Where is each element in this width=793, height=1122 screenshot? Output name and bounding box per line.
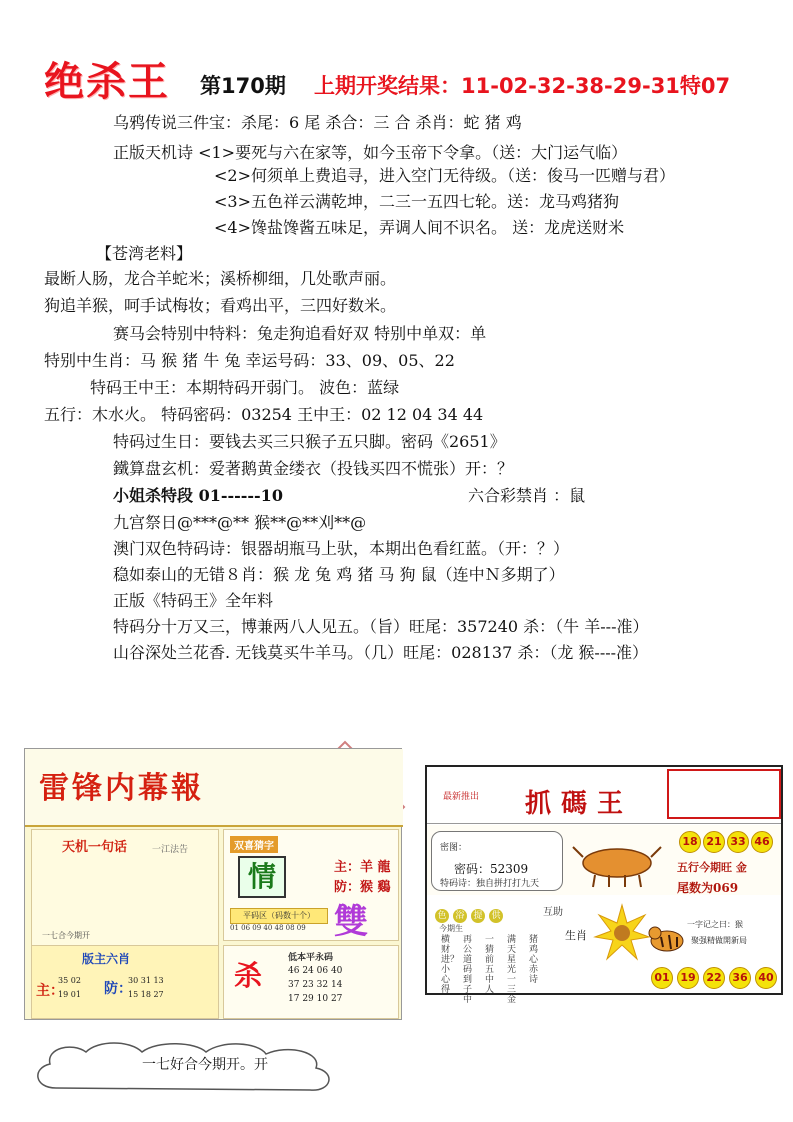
line-tema-1: 特码分十万又三，博兼两八人见五。（旨）旺尾：357240 杀：（牛 羊---准）: [113, 617, 649, 636]
section-taiwan: 【苍湾老料】: [96, 244, 193, 263]
qingqing-shuang: 雙: [334, 902, 368, 942]
zhuama-shengxiao: 生肖: [565, 929, 587, 942]
zhuama-new-label: 最新推出: [443, 792, 480, 802]
dudu-row: 37 23 32 14: [288, 980, 343, 990]
zhuama-zuhe: 聚强精做開新局: [691, 936, 747, 945]
line-tianji-1: 正版天机诗 <1>要死与六在家等，如今玉帝下令拿。（送：大门运气临）: [113, 143, 628, 162]
line-aomen: 澳门双色特码诗：银器胡瓶马上驮，本期出色看红蓝。（开：？）: [113, 539, 570, 558]
banzhu-heading: 版主六肖: [82, 952, 131, 966]
tag: 供: [489, 909, 503, 923]
dudu-box: [223, 945, 399, 1019]
banzhu-n2: 19 01: [58, 990, 81, 999]
ox-illustration-icon: [567, 829, 667, 891]
line-wuxing: 五行：木水火。 特码密码：03254 王中王：02 12 04 34 44: [44, 405, 484, 424]
qingqing-bar: 平码区（码数十个）: [230, 908, 328, 924]
line-zhengban: 正版《特码王》全年料: [113, 591, 274, 610]
zhuama-yizi: 一字记之曰：猴: [687, 920, 743, 929]
line-suanpan: 鐵算盘玄机：爱著鹅黄金缕衣（投钱买四不慌张）开：？: [113, 459, 514, 478]
bottom-ball: 40: [755, 967, 777, 989]
tag-end: 互助: [543, 907, 563, 918]
top-ball: 18: [679, 831, 701, 853]
zhuama-columns: [441, 935, 581, 1005]
column-text: 一猜前五中人: [485, 935, 495, 995]
line-tianji-2: <2>何须单上费追寻，进入空门无待级。（送：俊马一匹赠与君）: [214, 166, 675, 185]
top-ball: 46: [751, 831, 773, 853]
banzhu-zhu: 主：: [36, 983, 64, 999]
line-shengxiao: 特别中生肖：马 猴 猪 牛 兔 幸运号码：33、09、05、22: [44, 351, 455, 370]
zhuama-title: 抓碼王: [525, 789, 634, 819]
line-xiaojie: 小姐杀特段 01------10: [113, 486, 283, 505]
dudu-row: 46 24 06 40: [288, 966, 343, 976]
line-jiugong: 九宫祭日@***@** 猴**@**刈**@: [113, 513, 367, 532]
zhuama-red-box: [667, 769, 781, 819]
tag: 色: [435, 909, 449, 923]
tianji-sub: 一江法告: [152, 845, 189, 855]
zhuama-bubble: [431, 831, 563, 891]
banzhu-n3: 30 31 13: [128, 976, 164, 985]
zhuama-weishu: 尾数为069: [677, 881, 739, 895]
last-result: 上期开奖结果：11-02-32-38-29-31特07: [314, 74, 731, 98]
line-shengri: 特码过生日：要钱去买三只猴子五只脚。密码《2651》: [113, 432, 506, 451]
bottom-ball: 22: [703, 967, 725, 989]
column-text: 横财进？小心得: [441, 935, 460, 995]
leifeng-header: [25, 749, 403, 827]
line-poem-1: 最断人肠，龙合羊蛇米；溪桥柳细，几处歌声丽。: [44, 269, 397, 288]
line-saimahui: 赛马会特别中特料：兔走狗追看好双 特别中单双：单: [113, 324, 487, 343]
dudu-row: 17 29 10 27: [288, 994, 343, 1004]
zhuama-today: 今期生: [439, 924, 463, 933]
tag: 浴: [453, 909, 467, 923]
page-title: 绝杀王: [44, 59, 170, 105]
top-ball: 21: [703, 831, 725, 853]
tag: 提: [471, 909, 485, 923]
line-jinxiao: 六合彩禁肖 ：鼠: [468, 486, 586, 505]
starburst-icon: [595, 905, 649, 959]
banzhu-n1: 35 02: [58, 976, 81, 985]
zhuama-header: [427, 767, 781, 824]
tiger-icon: [647, 917, 687, 957]
line-poem-2: 狗追羊猴，呵手试梅妆；看鸡出平，三四好数米。: [44, 296, 397, 315]
bubble-mima: 密码：52309: [454, 862, 529, 876]
line-wenru: 稳如泰山的无错８肖：猴 龙 兔 鸡 猪 马 狗 鼠（连中Ｎ多期了）: [113, 565, 565, 584]
line-wangzhongwang: 特码王中王：本期特码开弱门。 波色：蓝绿: [90, 378, 400, 397]
issue-number: 第170期: [200, 74, 286, 98]
zhuama-tags: [435, 903, 507, 923]
zhuama-bottom: [427, 897, 781, 1005]
zhuama-wuxing: 五行今期旺 金: [677, 861, 747, 874]
line-tianji-4: <4>馋盐馋酱五味足，弄调人间不识名。 送：龙虎送财米: [214, 218, 625, 237]
bottom-ball: 36: [729, 967, 751, 989]
top-ball: 33: [727, 831, 749, 853]
line-tema-2: 山谷深处兰花香. 无钱莫买牛羊马。（几）旺尾：028137 杀：（龙 猴----准）: [113, 643, 649, 662]
qingqing-box: [223, 829, 399, 941]
dudu-heading: 低本平永码: [288, 953, 334, 963]
banzhu-box: [31, 945, 219, 1019]
leifeng-title: 雷锋内幕報: [39, 771, 204, 806]
bubble-poem: 特码诗：独自拼打打九天: [440, 879, 540, 889]
bottom-ball: 19: [677, 967, 699, 989]
tianji-heading: 天机一句话: [62, 840, 128, 855]
column-text: 猪鸡心赤诗: [529, 935, 539, 985]
bottom-ball: 01: [651, 967, 673, 989]
qingqing-char: 情: [238, 856, 286, 898]
banzhu-n4: 15 18 27: [128, 990, 164, 999]
line-wuya: 乌鸦传说三件宝：杀尾：6 尾 杀合：三 合 杀肖：蛇 猪 鸡: [113, 113, 522, 132]
leifeng-panel: [24, 748, 402, 1020]
bubble-mitu: 密图：: [440, 843, 468, 853]
qingqing-zhu: 主：羊 龍: [334, 860, 391, 875]
cloud-text: 一七好合今期开。开: [142, 1057, 268, 1073]
banzhu-fang: 防：: [104, 981, 132, 997]
qingqing-fang: 防：猴 鷄: [334, 880, 391, 895]
dudu-char: 杀: [234, 959, 263, 992]
column-text: 满天星光一三金: [507, 935, 517, 1005]
column-text: 再公道码到子中: [463, 935, 473, 1005]
qingqing-nums: 01 06 09 40 48 08 09: [230, 924, 306, 932]
line-tianji-3: <3>五色祥云满乾坤，二三一五四七轮。送：龙马鸡猪狗: [214, 192, 619, 211]
qingqing-heading: 双喜猜字: [230, 836, 278, 853]
tianji-bottom: 一七合今期开: [42, 931, 90, 940]
zhuama-panel: [425, 765, 783, 1005]
